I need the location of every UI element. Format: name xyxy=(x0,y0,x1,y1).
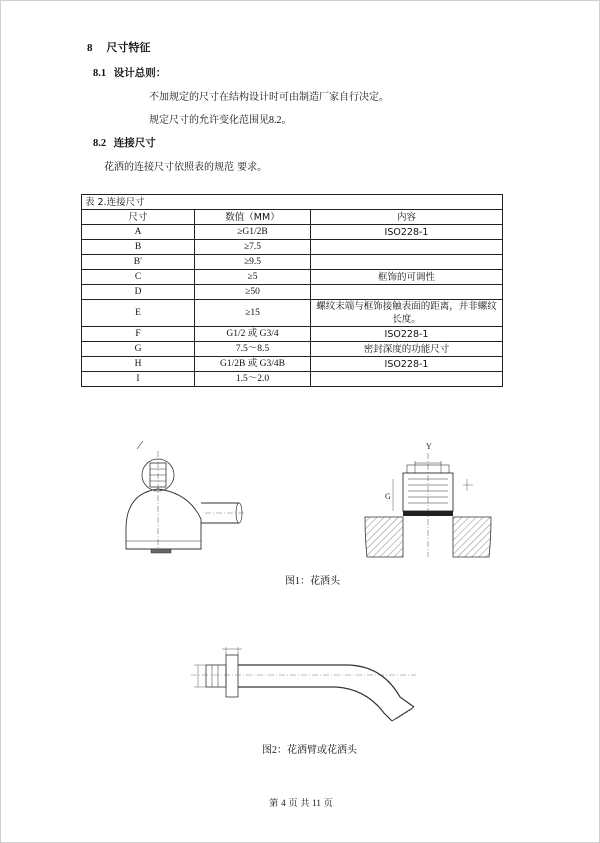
total-pages: 11 xyxy=(312,798,321,808)
section-title: 尺寸特征 xyxy=(106,41,151,54)
caption-segment: 图 xyxy=(262,745,272,756)
table-caption: 表 2.连接尺寸 xyxy=(82,195,503,210)
content-cell xyxy=(311,285,503,300)
content-cell: 密封深度的功能尺寸 xyxy=(311,342,503,357)
section-reference: 8.2 xyxy=(269,115,282,126)
table-row xyxy=(82,285,503,300)
content-cell: ISO228-1 xyxy=(311,357,503,372)
caption-number: 1 xyxy=(295,576,300,587)
shower-head-section-drawing xyxy=(363,439,493,559)
value-cell: ≥5 xyxy=(195,270,311,285)
value-cell: 1.5～2.0 xyxy=(195,372,311,387)
caption-segment: ：花洒头 xyxy=(300,576,340,587)
table-row xyxy=(82,270,503,285)
footer-text: 页 共 xyxy=(288,799,310,809)
table-row xyxy=(82,327,503,342)
section-number: 8 xyxy=(87,42,93,54)
shower-head-side-drawing xyxy=(121,439,251,559)
content-cell: 螺纹末端与框饰接触表面的距离，并非螺纹长度。 xyxy=(311,300,503,327)
table-row xyxy=(82,255,503,270)
subsection-heading-8-1 xyxy=(93,65,166,80)
caption-segment: 图 xyxy=(285,576,295,587)
text-segment: 规定尺寸的允许变化范围见 xyxy=(149,115,269,126)
label-g: G xyxy=(385,492,391,501)
value-cell: ≥15 xyxy=(195,300,311,327)
section-heading xyxy=(87,39,150,55)
content-cell: ISO228-1 xyxy=(311,327,503,342)
table-caption-row xyxy=(82,195,503,210)
figure-2-caption xyxy=(262,741,357,756)
table-row xyxy=(82,357,503,372)
subsection-heading-8-2 xyxy=(93,135,156,150)
subsection-title: 设计总则： xyxy=(113,67,167,79)
table-row xyxy=(82,342,503,357)
column-header: 数值（MM） xyxy=(195,210,311,225)
content-cell: ISO228-1 xyxy=(311,225,503,240)
content-cell: 框饰的可调性 xyxy=(311,270,503,285)
dimension-cell: A xyxy=(82,225,195,240)
dimension-cell: D xyxy=(82,285,195,300)
dimension-cell: B xyxy=(82,240,195,255)
dimension-cell: F xyxy=(82,327,195,342)
column-header: 内容 xyxy=(311,210,503,225)
column-header: 尺寸 xyxy=(82,210,195,225)
page-footer xyxy=(1,796,600,809)
figure-1-caption xyxy=(285,572,340,587)
content-cell xyxy=(311,240,503,255)
content-cell xyxy=(311,372,503,387)
value-cell: 7.5～8.5 xyxy=(195,342,311,357)
text-segment: 。 xyxy=(281,115,292,126)
value-cell: ≥9.5 xyxy=(195,255,311,270)
shower-arm-drawing xyxy=(186,637,416,727)
value-cell: ≥G1/2B xyxy=(195,225,311,240)
paragraph-general-rule: 不加规定的尺寸在结构设计时可由制造厂家自行决定。 xyxy=(149,92,389,103)
page-number: 4 xyxy=(281,798,286,808)
table-header-row xyxy=(82,210,503,225)
footer-text: 第 xyxy=(269,799,279,809)
table-row xyxy=(82,240,503,255)
dimension-cell: E xyxy=(82,300,195,327)
dimension-cell: G xyxy=(82,342,195,357)
value-cell: ≥50 xyxy=(195,285,311,300)
caption-segment: ：花洒臂或花洒头 xyxy=(277,745,357,756)
connection-dimensions-table xyxy=(81,194,503,387)
dimension-cell: I xyxy=(82,372,195,387)
subsection-number: 8.2 xyxy=(93,138,107,149)
value-cell: G1/2B 或 G3/4B xyxy=(195,357,311,372)
footer-text: 页 xyxy=(323,799,333,809)
dimension-cell: B′ xyxy=(82,255,195,270)
table-row xyxy=(82,225,503,240)
table-row xyxy=(82,300,503,327)
paragraph-variation-range xyxy=(149,111,292,126)
content-cell xyxy=(311,255,503,270)
value-cell: ≥7.5 xyxy=(195,240,311,255)
subsection-title: 连接尺寸 xyxy=(113,137,156,149)
table-row xyxy=(82,372,503,387)
dimension-cell: C xyxy=(82,270,195,285)
subsection-number: 8.1 xyxy=(93,68,107,79)
label-y: Y xyxy=(426,442,432,451)
value-cell: G1/2 或 G3/4 xyxy=(195,327,311,342)
caption-number: 2 xyxy=(272,745,277,756)
paragraph-connection-intro: 花洒的连接尺寸依照表的规范 要求。 xyxy=(104,162,268,173)
dimension-cell: H xyxy=(82,357,195,372)
